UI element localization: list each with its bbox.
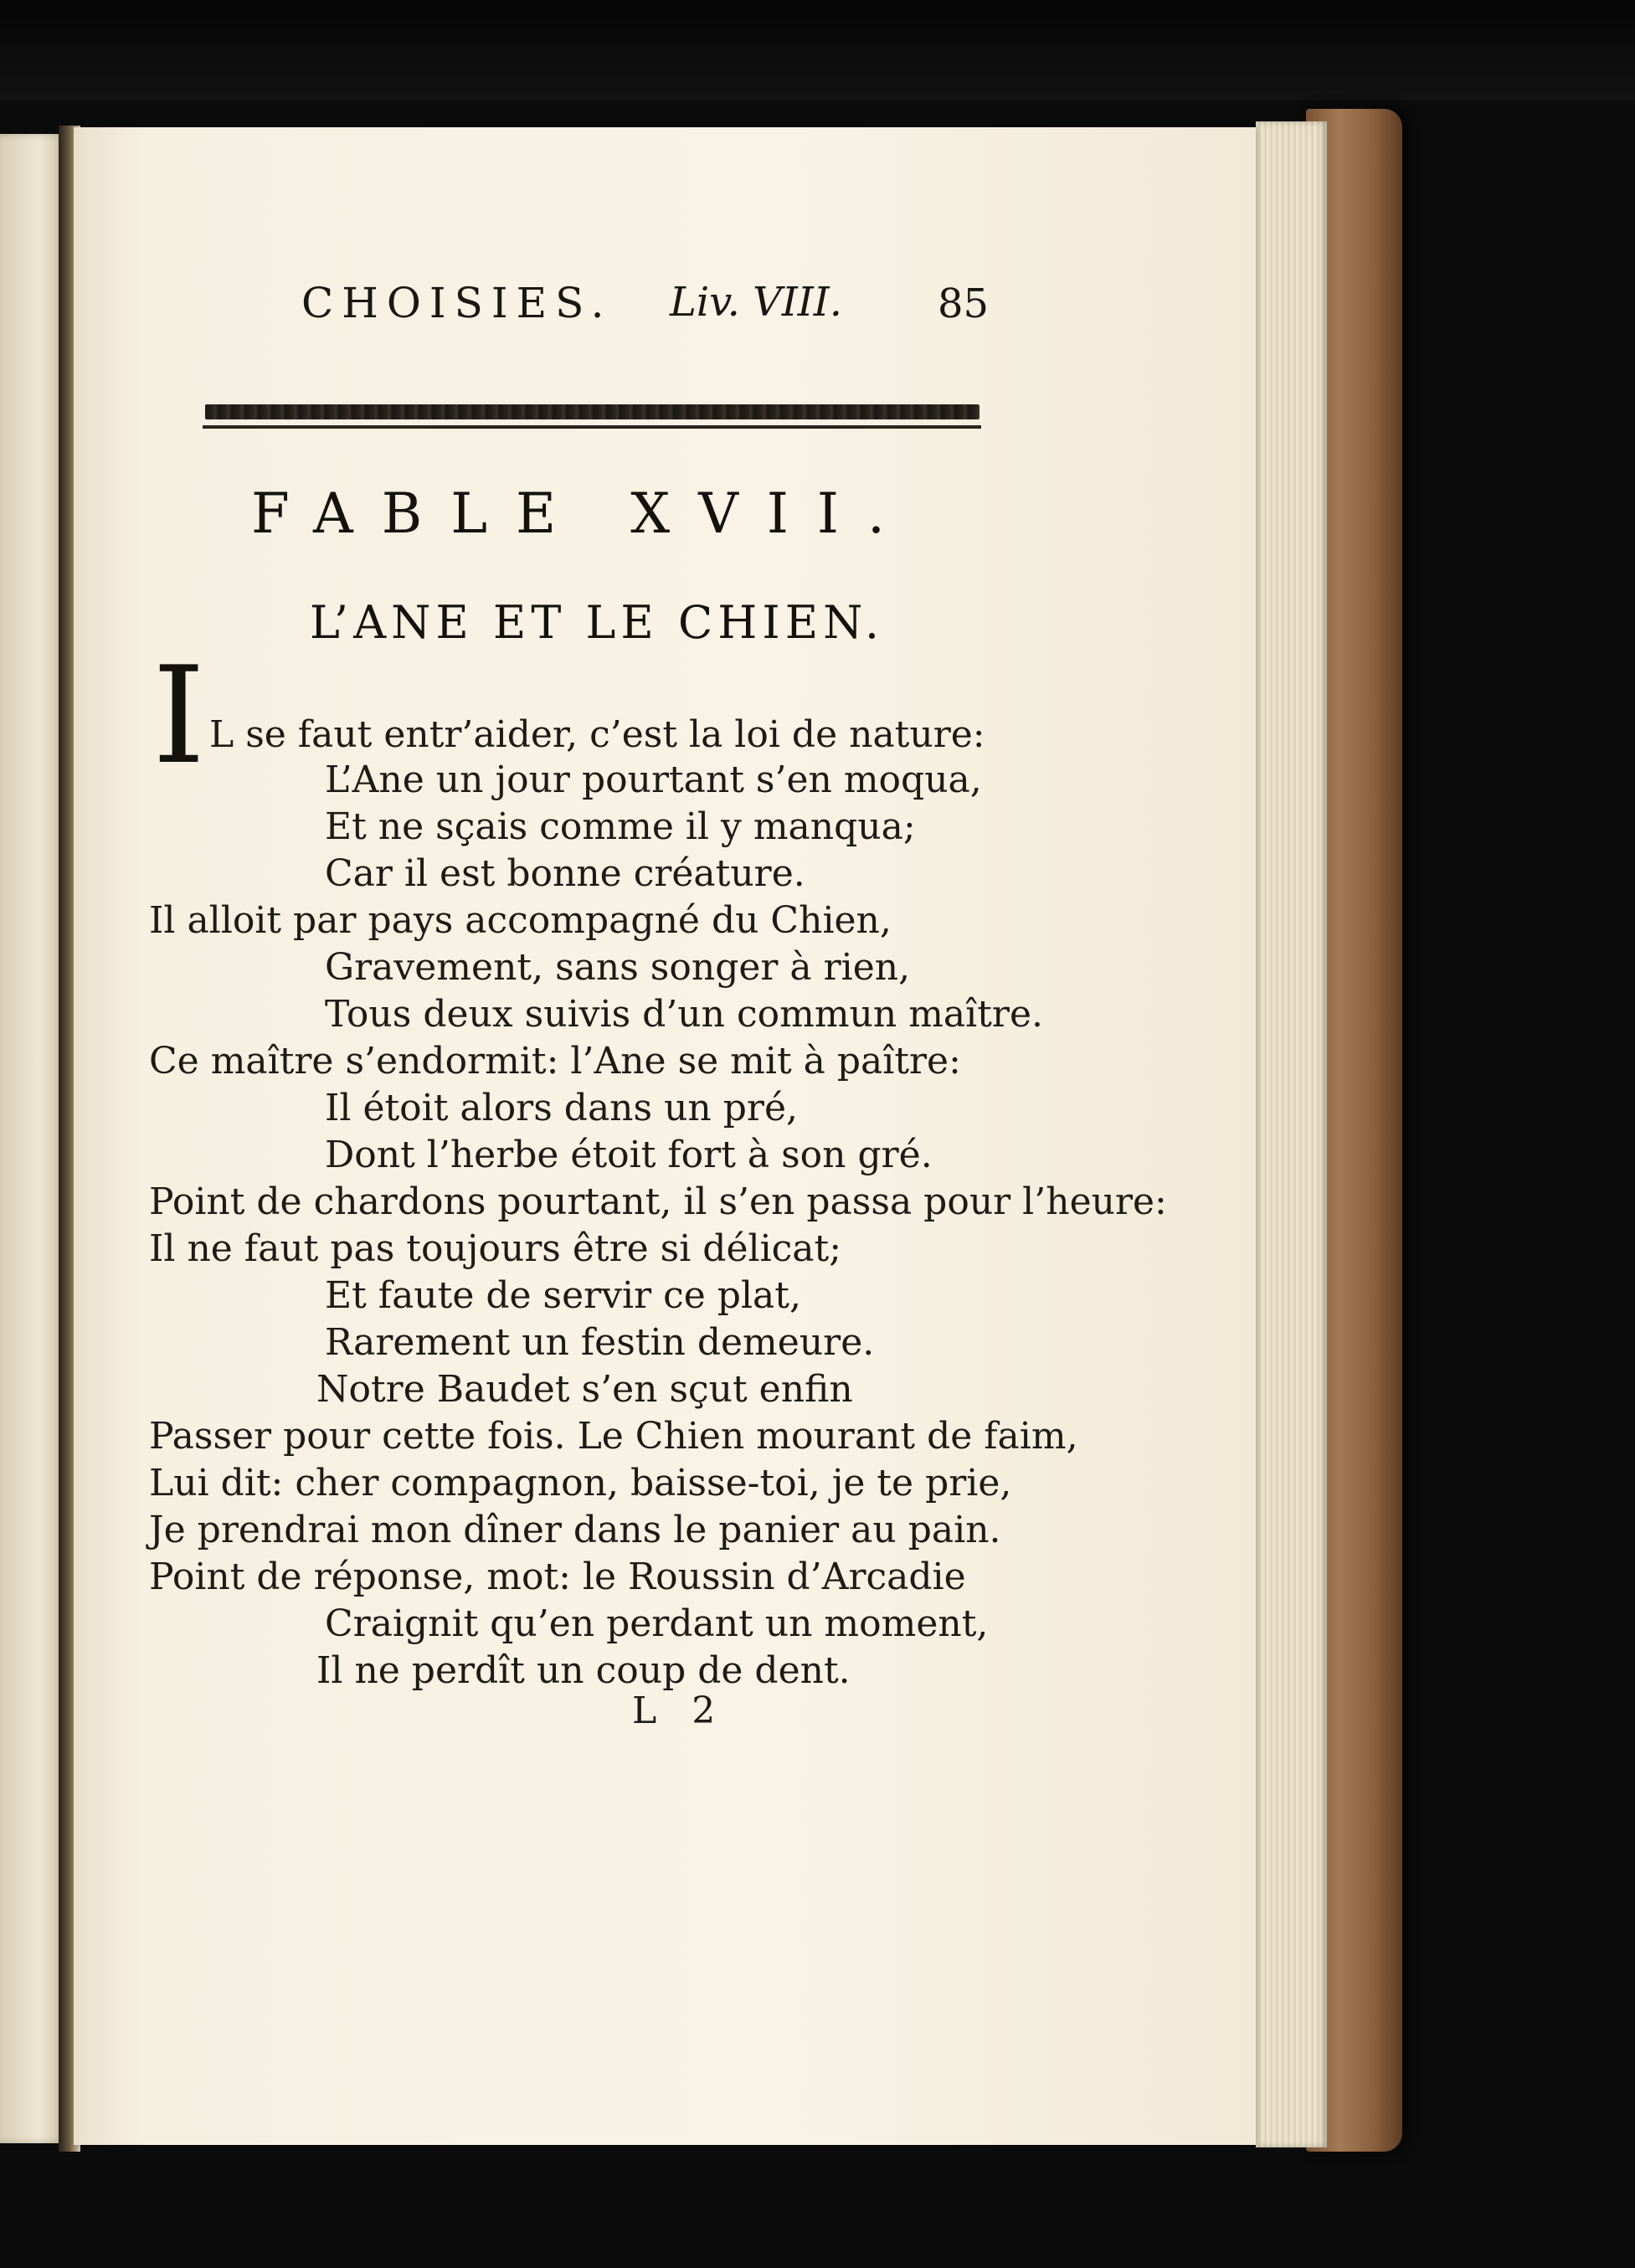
page-edges — [1256, 121, 1327, 2147]
poem-line: Craignit qu’en perdant un moment, — [325, 1602, 989, 1645]
poem-line: Notre Baudet s’en sçut enfin — [316, 1368, 853, 1411]
running-head — [301, 279, 1055, 337]
poem-line: L’Ane un jour pourtant s’en moqua, — [325, 759, 982, 801]
poem-line: Car il est bonne créature. — [325, 852, 805, 895]
first-line: L se faut entr’aider, c’est la loi de nature: — [209, 713, 985, 756]
fable-subtitle: L’ANE ET LE CHIEN. — [310, 596, 885, 649]
poem-line: Tous deux suivis d’un commun maître. — [325, 993, 1043, 1036]
thin-rule — [203, 425, 981, 429]
signature-mark: L 2 — [632, 1689, 728, 1732]
poem-line: Je prendrai mon dîner dans le panier au pain. — [149, 1509, 1001, 1551]
ornamental-rule — [205, 404, 979, 419]
poem-line: Rarement un festin demeure. — [325, 1321, 875, 1364]
running-head-title: CHOISIES. — [301, 279, 613, 327]
fable-title: FABLE XVII. — [251, 481, 913, 546]
poem-line: Ce maître s’endormit: l’Ane se mit à paître: — [149, 1040, 961, 1083]
poem-line: Et faute de servir ce plat, — [325, 1274, 801, 1317]
poem-line: Point de réponse, mot: le Roussin d’Arcadie — [149, 1556, 966, 1598]
poem-line: Il ne perdît un coup de dent. — [316, 1649, 851, 1692]
poem-line: Point de chardons pourtant, il s’en passa pour l’heure: — [149, 1180, 1167, 1223]
poem-line: Gravement, sans songer à rien, — [325, 946, 911, 989]
poem-line: Passer pour cette fois. Le Chien mourant de faim, — [149, 1415, 1078, 1458]
left-page-edge — [0, 134, 65, 2143]
drop-cap: I — [152, 637, 206, 794]
page-number: 85 — [938, 280, 990, 327]
poem-line: Et ne sçais comme il y manqua; — [325, 805, 916, 848]
poem-line: Dont l’herbe étoit fort à son gré. — [325, 1134, 933, 1176]
poem-line: Il alloit par pays accompagné du Chien, — [149, 899, 892, 942]
poem-line: Il ne faut pas toujours être si délicat; — [149, 1227, 842, 1270]
dark-background — [0, 0, 1635, 100]
poem-line: Il étoit alors dans un pré, — [325, 1087, 798, 1129]
running-head-book: Liv. VIII. — [670, 279, 842, 326]
poem-line: Lui dit: cher compagnon, baisse-toi, je te prie, — [149, 1462, 1012, 1504]
